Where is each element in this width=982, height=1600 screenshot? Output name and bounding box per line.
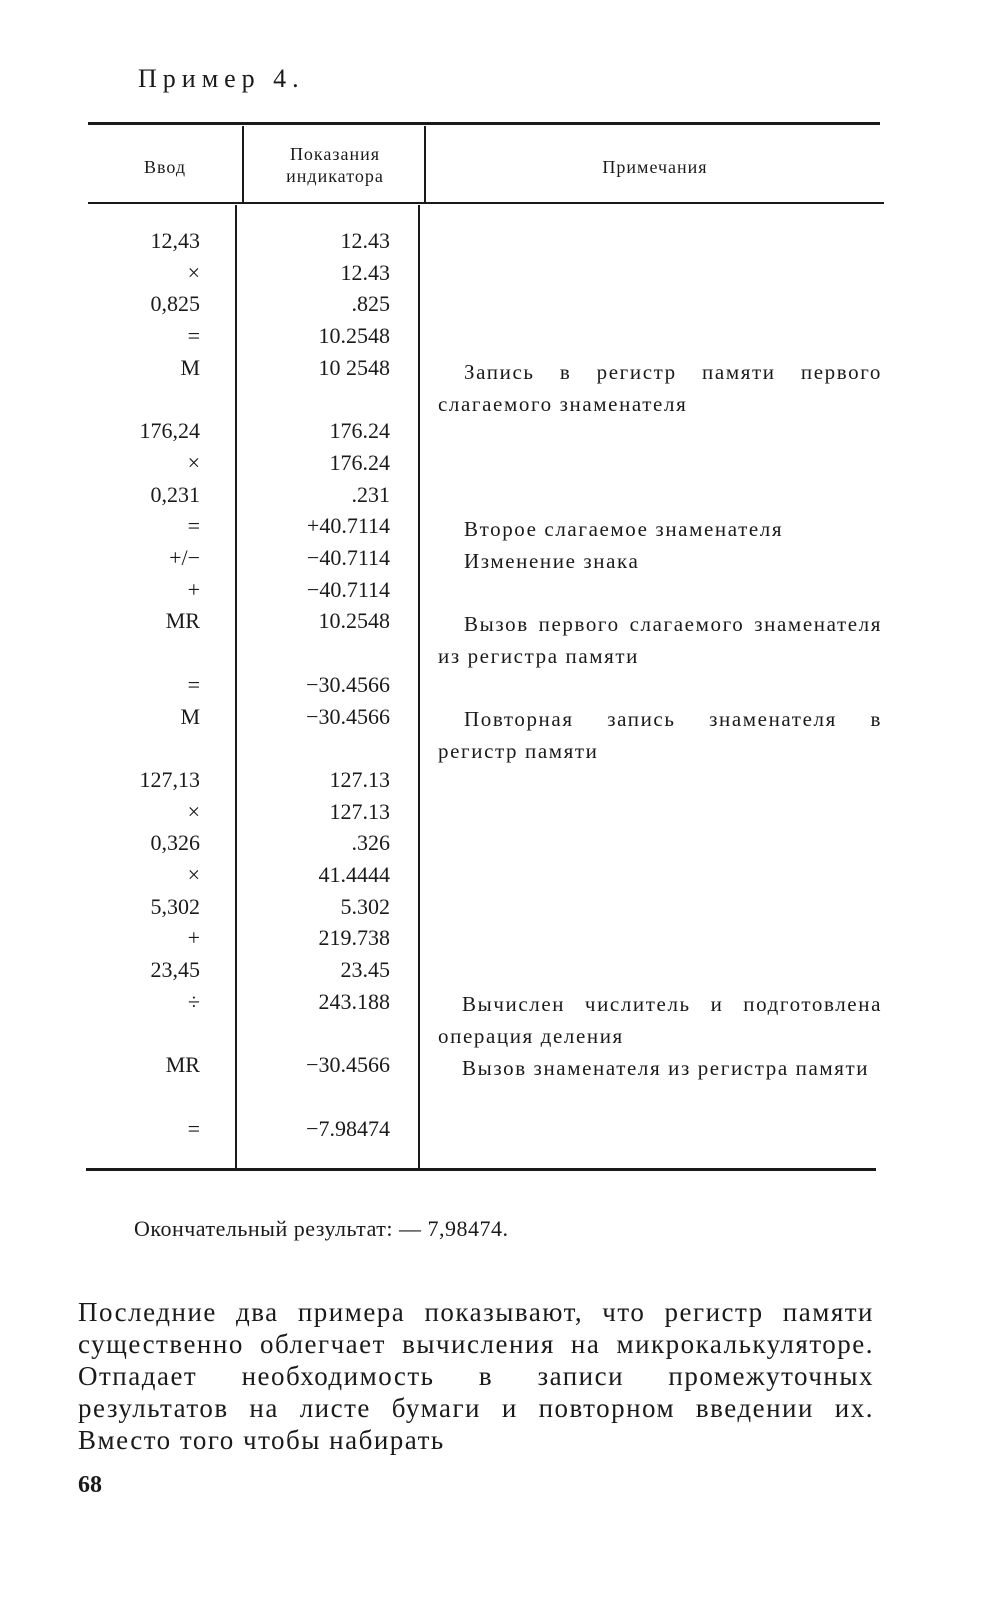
body-paragraph: Последние два примера показывают, что регистр памяти существенно облегчает вычисления на микрокалькуляторе. Отпадает необходимость в записи промежуточных результатов на листе бумаги и повторном введении их. Вместо того чтобы набирать: [78, 1297, 874, 1455]
row-input: 176,24: [139, 418, 200, 444]
table-row: [0, 450, 982, 481]
table-row: [0, 862, 982, 893]
row-indicator: 127.13: [329, 766, 390, 792]
row-input: +: [187, 925, 200, 951]
column-header-notes: Примечания: [602, 157, 708, 177]
note-recall-denominator: Вызов знаменателя из регистра памяти: [462, 1056, 870, 1080]
table-row: [0, 672, 982, 703]
table-row: [0, 767, 982, 798]
table-top-rule: [88, 122, 880, 125]
table-row: [0, 1084, 982, 1115]
note-store-denominator: Повторная запись знаменателя в регистр памяти: [438, 707, 882, 763]
table-row: [0, 228, 982, 259]
row-indicator: .825: [351, 291, 390, 317]
row-input: 0,231: [150, 481, 200, 507]
row-indicator: −30.4566: [306, 703, 390, 729]
row-input: 23,45: [150, 957, 200, 983]
row-indicator: 5.302: [340, 893, 390, 919]
note-numerator-computed: Вычислен числитель и подготовлена операция деления: [438, 992, 882, 1048]
row-indicator: .231: [351, 481, 390, 507]
row-input: =: [187, 513, 200, 539]
row-indicator: −30.4566: [306, 1052, 390, 1078]
row-input: ÷: [187, 988, 200, 1014]
example-heading: Пример 4.: [138, 64, 305, 93]
row-indicator: −30.4566: [306, 671, 390, 697]
row-indicator: 243.188: [318, 988, 390, 1014]
row-indicator: 10.2548: [318, 323, 390, 349]
column-divider-2: [424, 126, 426, 202]
row-indicator: 219.738: [318, 925, 390, 951]
table-row: [0, 482, 982, 513]
row-indicator: −40.7114: [306, 545, 390, 570]
row-input: ×: [187, 798, 200, 824]
table-row: [0, 925, 982, 956]
row-indicator: +40.7114: [306, 513, 390, 539]
table-row: [0, 1116, 982, 1147]
row-indicator: 12.43: [340, 259, 390, 285]
table-row: [0, 418, 982, 449]
row-indicator: 10.2548: [318, 608, 390, 634]
row-input: MR: [165, 1052, 200, 1078]
row-indicator: 23.45: [340, 957, 390, 983]
row-input: 12,43: [150, 228, 200, 253]
row-input: 5,302: [150, 893, 200, 919]
table-header-rule: [88, 202, 884, 204]
table-row: [0, 260, 982, 291]
note-memory-store-first: Запись в регистр памяти первого слагаемого знаменателя: [438, 360, 882, 416]
row-input: =: [187, 323, 200, 349]
column-divider-1: [242, 126, 244, 202]
row-indicator: 176.24: [329, 418, 390, 444]
row-indicator: 10 2548: [318, 354, 390, 380]
row-indicator: 127.13: [329, 798, 390, 824]
row-indicator: −40.7114: [306, 576, 390, 602]
column-header-indicator-line2: индикатора: [286, 166, 384, 186]
row-input: 127,13: [139, 766, 200, 792]
row-input: 0,326: [150, 830, 200, 856]
table-row: [0, 323, 982, 354]
row-indicator: .326: [351, 830, 390, 856]
row-indicator: 176.24: [329, 449, 390, 475]
row-input: MR: [165, 608, 200, 634]
column-header-indicator: [250, 143, 420, 187]
table-bottom-rule: [86, 1168, 876, 1171]
row-input: =: [187, 1115, 200, 1141]
column-header-indicator-line1: Показания: [289, 144, 381, 164]
table-row: [0, 957, 982, 988]
table-row: [0, 577, 982, 608]
note-sign-change: Изменение знака: [464, 549, 640, 573]
row-indicator: 41.4444: [318, 862, 390, 887]
table-row: [0, 799, 982, 830]
table-row: [0, 830, 982, 861]
note-second-term: Второе слагаемое знаменателя: [464, 517, 784, 541]
row-input: =: [187, 671, 200, 697]
note-recall-first-term: Вызов первого слагаемого знаменателя из регистра памяти: [438, 612, 882, 668]
row-input: +: [187, 576, 200, 602]
table-row: [0, 291, 982, 322]
table-row: [0, 894, 982, 925]
row-input: M: [180, 703, 200, 729]
row-indicator: −7.98474: [306, 1115, 390, 1141]
row-input: 0,825: [150, 291, 200, 317]
column-header-input: Ввод: [143, 157, 187, 177]
row-input: ×: [187, 449, 200, 475]
final-result: Окончательный результат: — 7,98474.: [134, 1216, 509, 1241]
row-input: ×: [187, 862, 200, 887]
row-input: ×: [187, 259, 200, 285]
row-input: +/−: [169, 545, 200, 570]
page-number: 68: [78, 1472, 102, 1498]
row-indicator: 12.43: [340, 228, 390, 253]
row-input: M: [180, 354, 200, 380]
